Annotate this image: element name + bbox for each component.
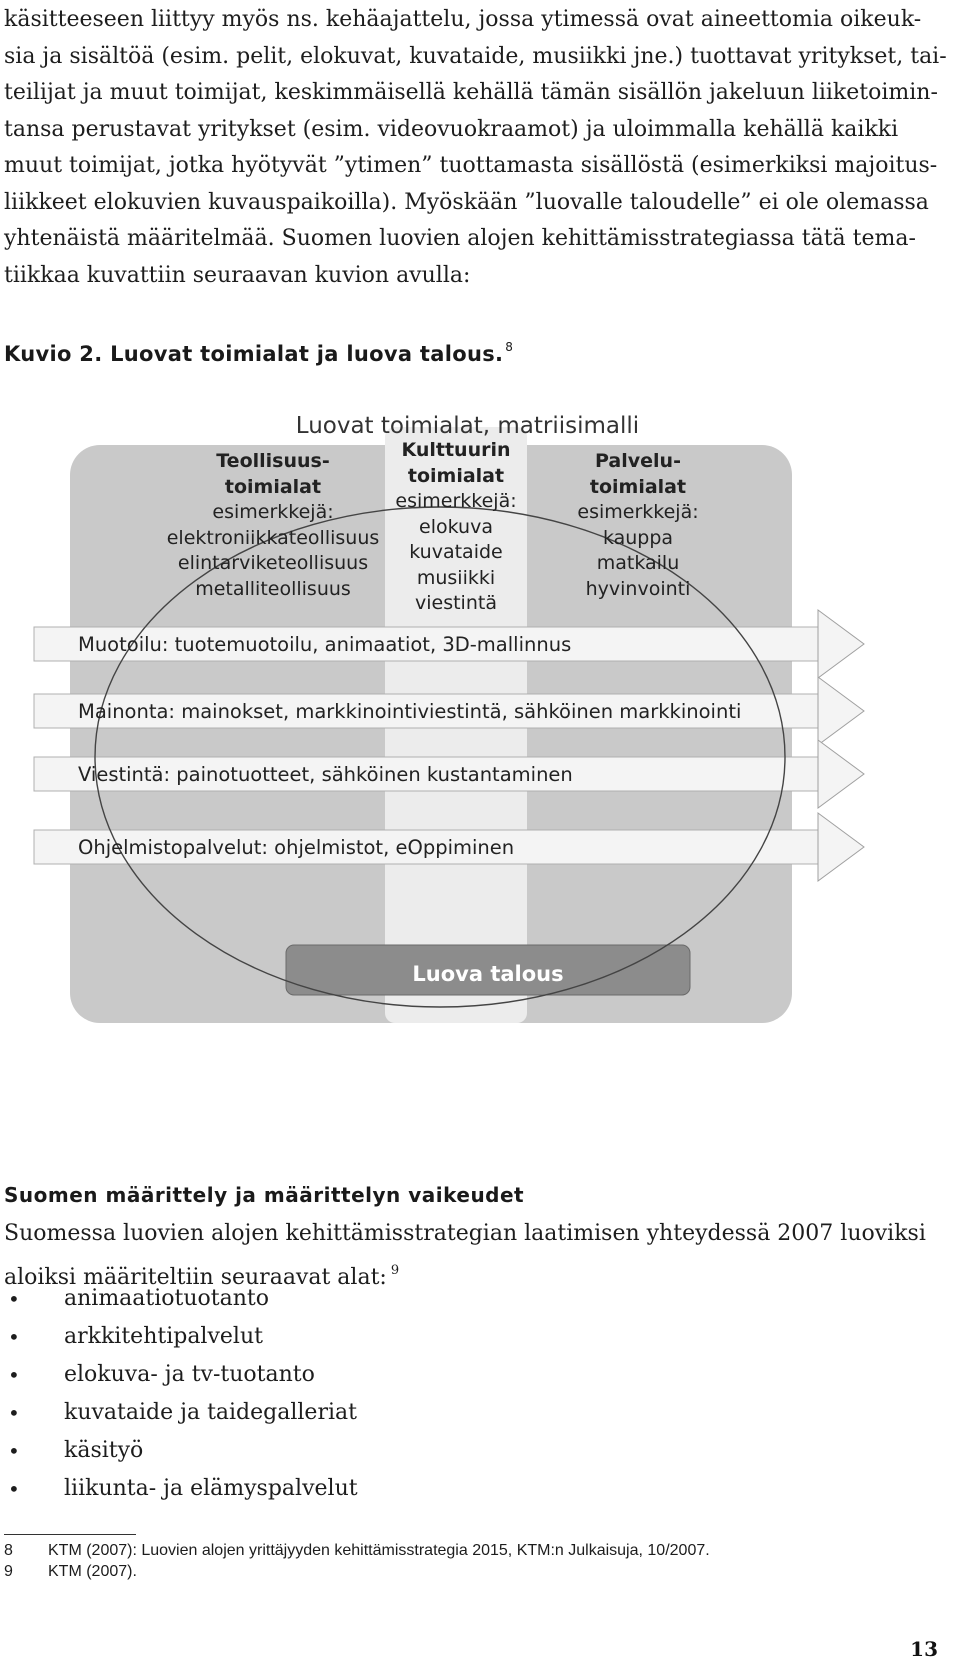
list-item [4,1394,904,1432]
column-line: metalliteollisuus [195,577,351,600]
section-line [4,1216,952,1253]
matrix-diagram [30,405,935,1115]
column-services [528,449,748,602]
column-line: esimerkkejä: [212,501,334,523]
bullet-icon: • [8,1477,20,1501]
bullet-icon: • [8,1401,20,1425]
intro-line: tansa perustavat yritykset (esim. videovuokraamot) ja uloimmalla kehällä kaikki [4,116,899,142]
bullet-icon: • [8,1363,20,1387]
row-label: Ohjelmistopalvelut: ohjelmistot, eOppiminen [78,836,515,859]
footnote-text: KTM (2007). [48,1563,137,1580]
section-heading: Suomen määrittely ja määrittelyn vaikeudet [4,1183,525,1207]
column-industry [158,449,388,602]
footnote-divider [4,1534,136,1535]
intro-line: tiikkaa kuvattiin seuraavan kuvion avulla: [4,262,471,288]
column-line: kuvataide [409,541,503,563]
column-line: elokuva [419,515,493,538]
row-label: Muotoilu: tuotemuotoilu, animaatiot, 3D-mallinnus [78,633,572,656]
column-line: elintarviketeollisuus [177,552,369,574]
column-heading: toimialat [589,475,687,498]
bullet-icon: • [8,1325,20,1349]
column-line: esimerkkejä: [577,501,699,523]
row-label: Viestintä: painotuotteet, sähköinen kustantaminen [78,763,573,786]
list-item-text: kuvataide ja taidegalleriat [64,1400,357,1425]
column-line: viestintä [415,592,497,614]
list-item [4,1432,904,1470]
column-line: musiikki [416,566,496,589]
intro-line: yhtenäistä määritelmää. Suomen luovien alojen kehittämisstrategiassa tätä tema- [4,226,916,251]
diagram-title: Luovat toimialat, matriisimalli [295,413,640,439]
bullet-icon: • [8,1287,20,1311]
column-line: hyvinvointi [585,577,691,600]
footnote-number: 8 [4,1542,13,1559]
section-line-text: Suomessa luovien alojen kehittämisstrategian laatimisen yhteydessä 2007 luoviksi [4,1221,926,1246]
list-item [4,1470,904,1508]
intro-paragraph [4,2,952,294]
figure-caption [4,340,513,366]
footnote-ref[interactable]: 8 [505,340,514,354]
footnote-text: KTM (2007): Luovien alojen yrittäjyyden kehittämisstrategia 2015, KTM:n Julkaisuja, 10/2007. [48,1542,710,1559]
footnote-number: 9 [4,1563,13,1580]
column-culture [370,438,542,617]
section-line-text: aloiksi määriteltiin seuraavat alat: [4,1264,387,1290]
bullet-icon: • [8,1439,20,1463]
list-item-text: käsityö [64,1438,144,1463]
list-item [4,1356,904,1394]
list-item-text: arkkitehtipalvelut [64,1324,263,1349]
list-item-text: liikunta- ja elämyspalvelut [64,1476,358,1501]
column-heading: Kulttuurin [401,439,511,461]
list-item [4,1280,904,1318]
bullet-list [4,1280,904,1508]
intro-line: liikkeet elokuvien kuvauspaikoilla). Myöskään ”luovalle taloudelle” ei ole olemassa [4,189,929,215]
intro-line: teilijat ja muut toimijat, keskimmäisellä kehällä tämän sisällön jakeluun liiketoimin- [4,80,938,105]
row-label: Mainonta: mainokset, markkinointiviestintä, sähköinen markkinointi [78,700,742,723]
column-line: kauppa [602,526,674,549]
column-heading: toimialat [224,475,322,498]
column-line: matkailu [596,552,680,574]
page-number: 13 [910,1637,938,1661]
figure-caption-text: Kuvio 2. Luovat toimialat ja luova talous. [4,342,504,366]
column-heading: Teollisuus- [216,450,330,472]
list-item-text: animaatiotuotanto [64,1286,270,1311]
column-heading: Palvelu- [595,450,681,472]
intro-line: käsitteeseen liittyy myös ns. kehäajattelu, jossa ytimessä ovat aineettomia oikeuk- [4,7,922,32]
column-line: esimerkkejä: [395,490,517,512]
intro-line: sia ja sisältöä (esim. pelit, elokuvat, kuvataide, musiikki jne.) tuottavat yritykset, tai- [4,43,947,69]
column-line: elektroniikkateollisuus [166,526,380,549]
luova-talous-label: Luova talous [412,962,564,986]
footnote-ref[interactable]: 9 [390,1262,400,1278]
list-item-text: elokuva- ja tv-tuotanto [64,1362,315,1387]
list-item [4,1318,904,1356]
intro-line: muut toimijat, jotka hyötyvät ”ytimen” tuottamasta sisällöstä (esimerkiksi majoitus- [4,153,938,178]
column-heading: toimialat [407,464,505,487]
